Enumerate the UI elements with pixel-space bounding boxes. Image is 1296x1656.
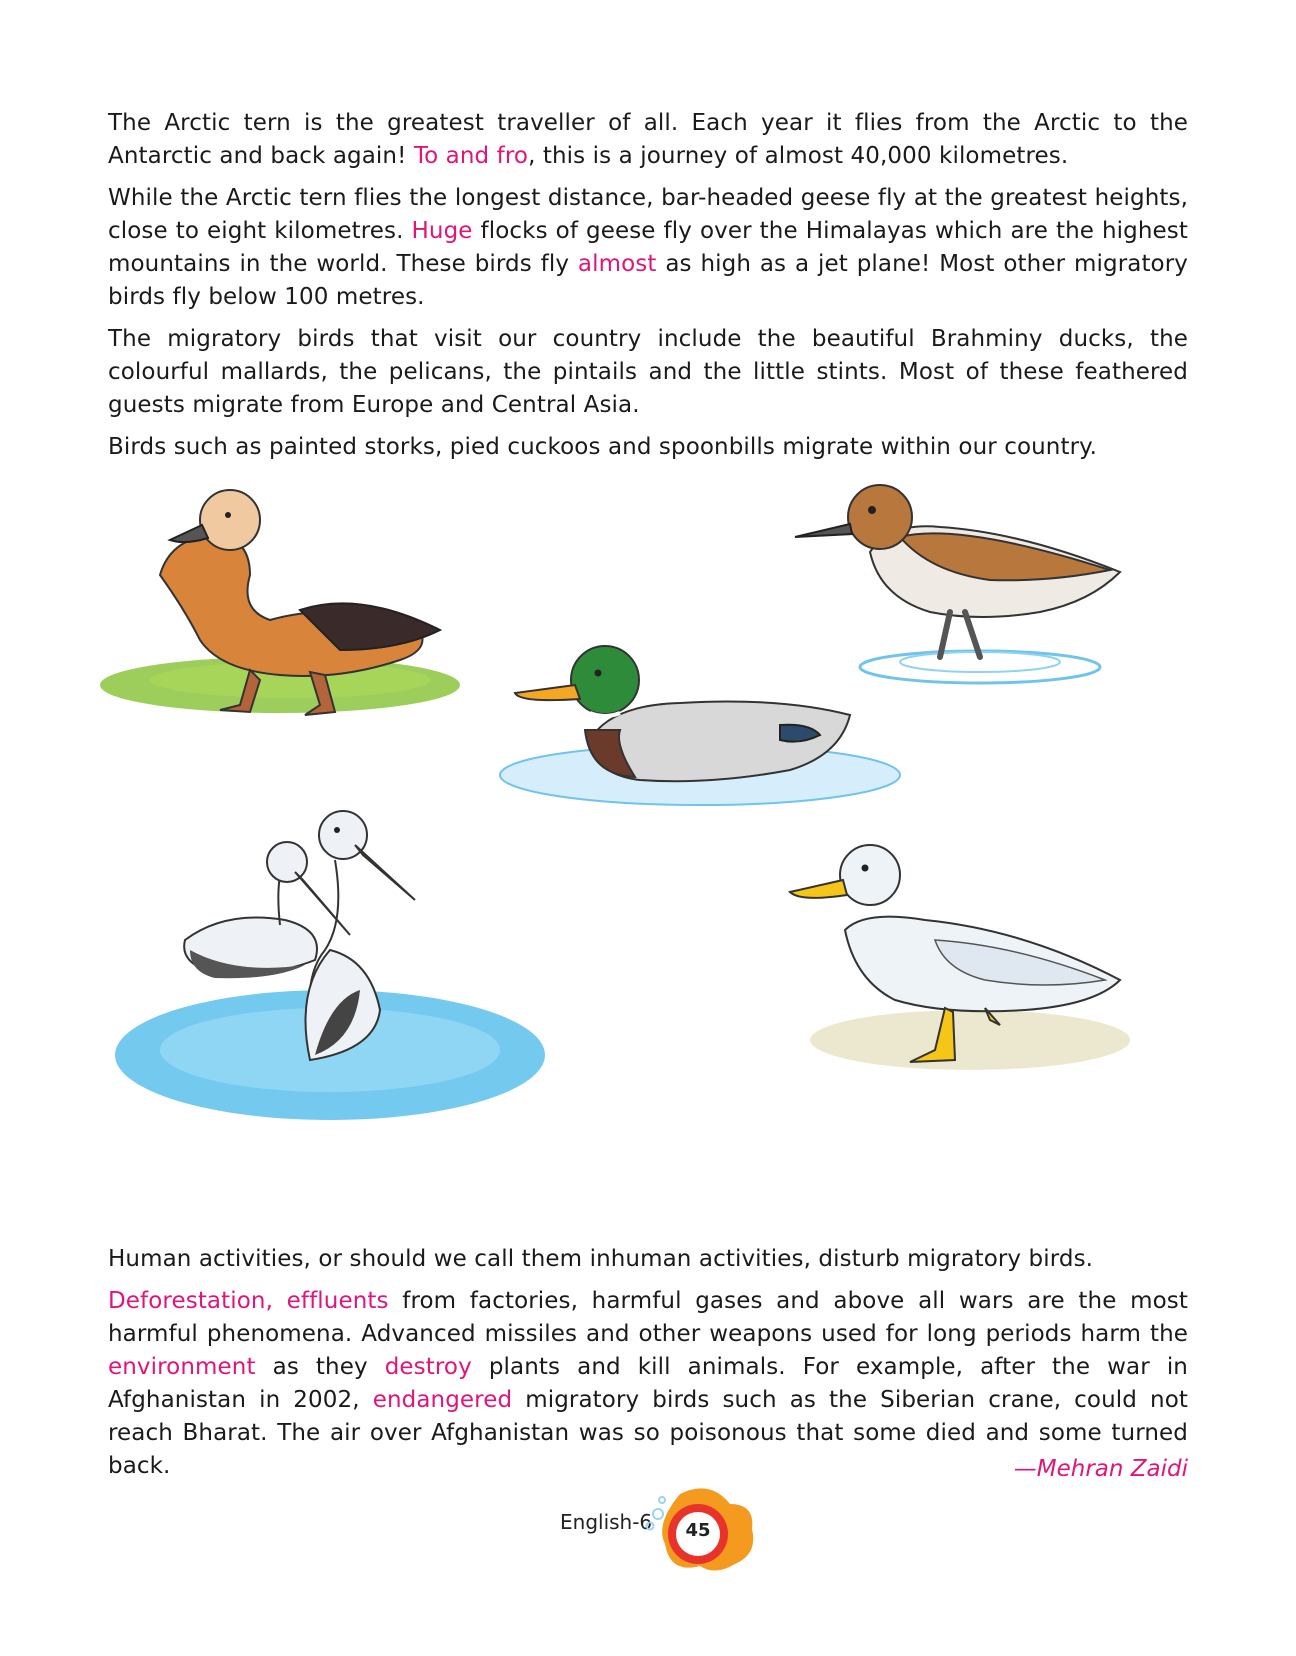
book-label: English-6	[560, 1510, 653, 1534]
text-run: migratory birds such as the Siberian crane, could not reach Bharat. The air over Afghanistan was so poisonous that some died and some turned back.	[108, 1387, 1188, 1479]
highlighted-word: almost	[577, 251, 657, 277]
paragraph	[108, 107, 1188, 173]
top-text-block	[108, 107, 1188, 473]
page-number: 45	[685, 1520, 711, 1541]
highlighted-word: Huge	[411, 218, 473, 244]
paragraph	[108, 323, 1188, 422]
paragraph	[108, 1243, 1188, 1276]
text-run: from factories, harmful gases and above all wars are the most harmful phenomena. Advanced missiles and other weapons used for long periods harm the	[108, 1288, 1188, 1347]
highlighted-word: To and fro	[413, 143, 529, 169]
mallard-illustration	[490, 635, 910, 810]
author-byline: —Mehran Zaidi	[1013, 1456, 1188, 1482]
pelicans-illustration	[115, 800, 545, 1140]
text-run: Human activities, or should we call them inhuman activities, disturb migratory birds.	[108, 1246, 1094, 1272]
text-run: flocks of geese fly over the Himalayas which are the highest mountains in the world. These birds fly	[108, 218, 1188, 277]
highlighted-word: Deforestation, effluents	[108, 1288, 389, 1314]
bottom-text-block	[108, 1243, 1188, 1492]
paragraph	[108, 431, 1188, 464]
text-run: as they	[255, 1354, 385, 1380]
paragraph	[108, 1285, 1188, 1483]
text-run: The migratory birds that visit our country include the beautiful Brahminy ducks, the colourful mallards, the pelicans, the pintails and the little stints. Most of these feathered guests migrate from Europe and Central Asia.	[108, 326, 1188, 418]
highlighted-word: environment	[108, 1354, 256, 1380]
text-run: Birds such as painted storks, pied cuckoos and spoonbills migrate within our country.	[108, 434, 1097, 460]
highlighted-word: destroy	[384, 1354, 472, 1380]
highlighted-word: endangered	[372, 1387, 513, 1413]
paragraph	[108, 182, 1188, 314]
text-run: While the Arctic tern flies the longest distance, bar-headed geese fly at the greatest heights, close to eight kilometres.	[108, 185, 1188, 244]
brahminy-duck-illustration	[100, 480, 480, 740]
text-run: as high as a jet plane! Most other migratory birds fly below 100 metres.	[108, 251, 1188, 310]
white-duck-illustration	[785, 830, 1130, 1080]
text-run: The Arctic tern is the greatest traveller of all. Each year it flies from the Arctic to the Antarctic and back again!	[108, 110, 1188, 169]
text-run: , this is a journey of almost 40,000 kilometres.	[528, 143, 1069, 169]
page-footer	[0, 1480, 1296, 1570]
text-run: plants and kill animals. For example, after the war in Afghanistan in 2002,	[108, 1354, 1188, 1413]
